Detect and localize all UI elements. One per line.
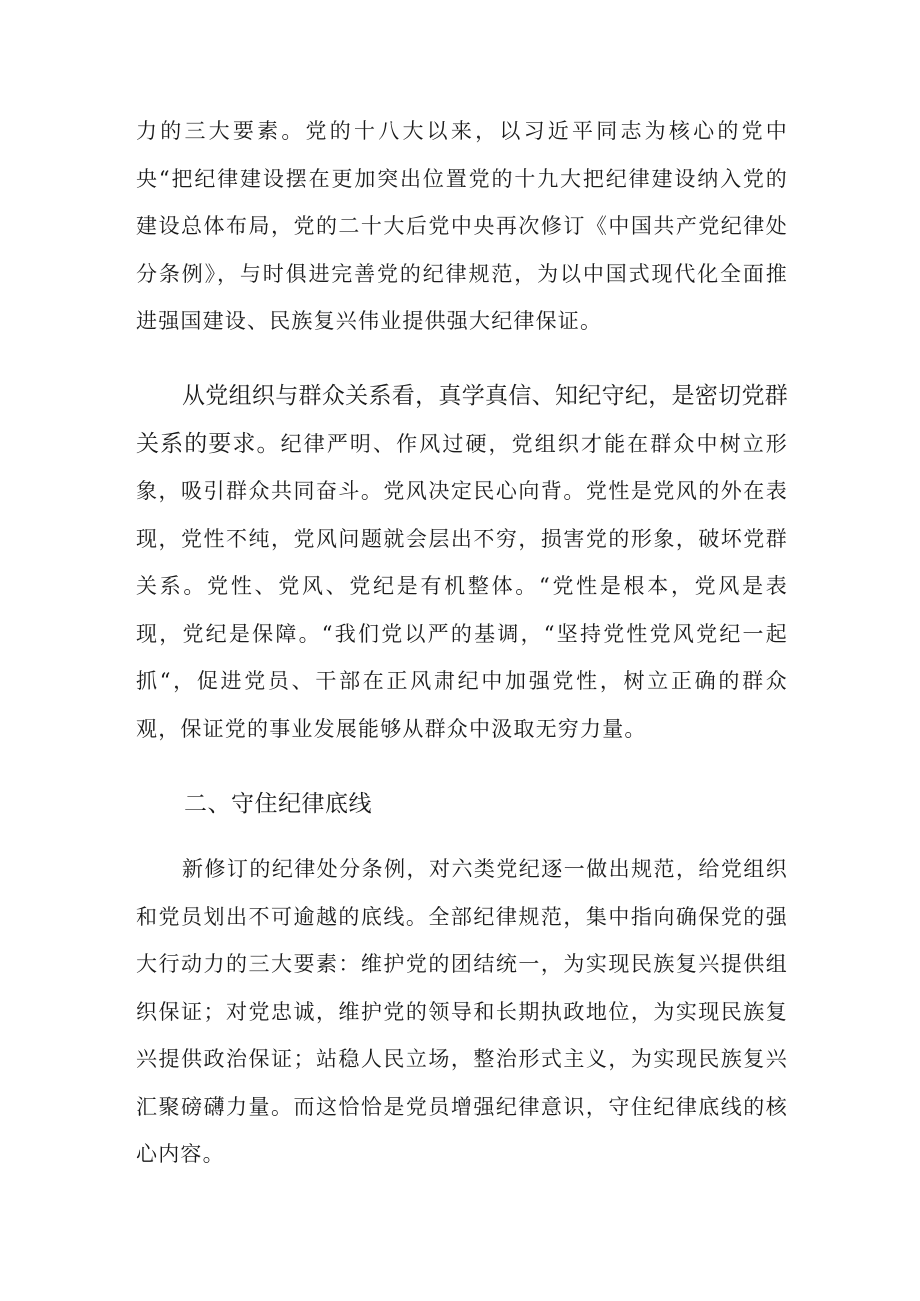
paragraph-lead-sentence: 从党组织与群众关系看，真学真信、知纪守纪，是密切党群关系的要求。: [136, 383, 788, 457]
section-heading: 二、守住纪律底线: [184, 791, 372, 817]
body-paragraph-3: 新修订的纪律处分条例，对六类党纪逐一做出规范，给党组织和党员划出不可逾越的底线。全部纪律规范，集中指向确保党的强大行动力的三大要素：维护党的团结统一，为实现民族复兴提供组织保证；对党忠诚，维护党的领导和长期执政地位，为实现民族复兴提供政治保证；站稳人民立场，整治形式主义，为实现民族复兴汇聚磅礴力量。而这恰恰是党员增强纪律意识，守住纪律底线的核心内容。: [136, 857, 788, 1166]
body-paragraph-2: [136, 373, 788, 753]
body-paragraph-1: 力的三大要素。党的十八大以来，以习近平同志为核心的党中央“把纪律建设摆在更加突出位置党的十九大把纪律建设纳入党的建设总体布局，党的二十大后党中央再次修订《中国共产党纪律处分条例》，与时俱进完善党的纪律规范，为以中国式现代化全面推进强国建设、民族复兴伟业提供强大纪律保证。: [136, 119, 788, 333]
paragraph-body-text: 纪律严明、作风过硬，党组织才能在群众中树立形象，吸引群众共同奋斗。党风决定民心向背。党性是党风的外在表现，党性不纯，党风问题就会层出不穷，损害党的形象，破坏党群关系。党性、党风、党纪是有机整体。“党性是根本，党风是表现，党纪是保障。“我们党以严的基调，“坚持党性党风党纪一起抓“，促进党员、干部在正风肃纪中加强党性，树立正确的群众观，保证党的事业发展能够从群众中汲取无穷力量。: [136, 431, 788, 741]
